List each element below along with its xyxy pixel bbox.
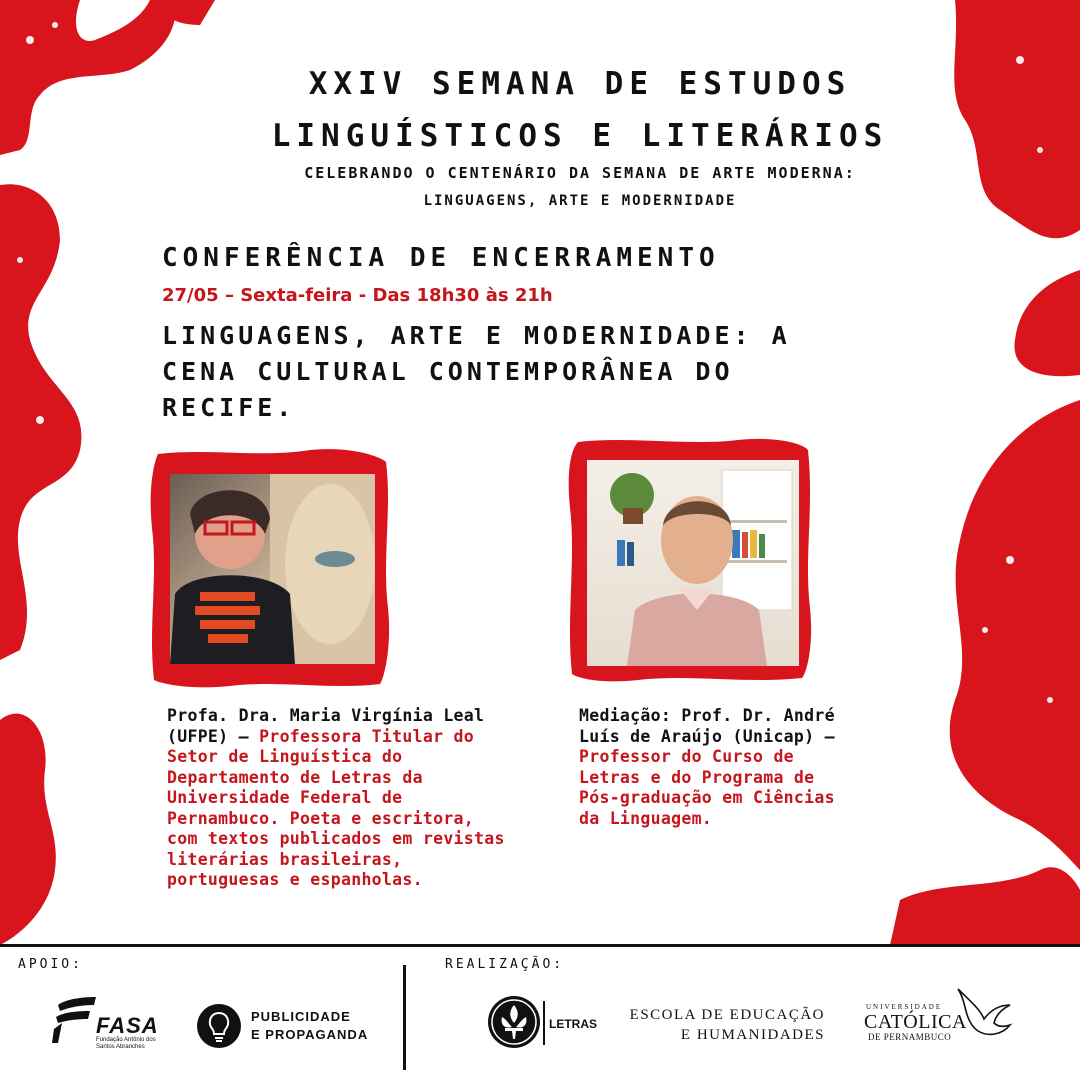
footer-divider bbox=[0, 944, 1080, 947]
talk-title: LINGUAGENS, ARTE E MODERNIDADE: A CENA CULTURAL CONTEMPORÂNEA DO RECIFE. bbox=[162, 321, 791, 422]
dove-icon bbox=[954, 983, 1014, 1043]
fasa-subtitle: Fundação Antônio dos Santos Abranches bbox=[96, 1037, 156, 1050]
unicap-top: UNIVERSIDADE bbox=[866, 1003, 943, 1011]
conference-heading: CONFERÊNCIA DE ENCERRAMENTO bbox=[162, 243, 720, 273]
fasa-logo bbox=[52, 995, 172, 1055]
fasa-name: FASA bbox=[96, 1013, 159, 1038]
event-subtitle-line2: LINGUAGENS, ARTE E MODERNIDADE bbox=[423, 193, 737, 209]
moderator-photo-frame bbox=[568, 438, 812, 682]
moderator-name: Mediação: Prof. Dr. André Luís de Araújo (Unicap) – bbox=[579, 706, 835, 746]
speaker-bio bbox=[167, 706, 507, 891]
pp-line2: E PROPAGANDA bbox=[251, 1027, 369, 1042]
fasa-mark-icon bbox=[52, 995, 98, 1043]
speaker-photo-frame bbox=[150, 448, 390, 688]
school-line1: ESCOLA DE EDUCAÇÃO bbox=[629, 1007, 825, 1023]
realization-label: REALIZAÇÃO: bbox=[445, 957, 565, 972]
publicidade-propaganda-logo bbox=[196, 1003, 376, 1051]
speaker-portrait-illustration bbox=[170, 474, 375, 664]
moderator-bio bbox=[579, 706, 859, 829]
unicap-logo bbox=[864, 983, 1064, 1045]
letras-divider bbox=[543, 1001, 545, 1045]
school-logo bbox=[620, 1005, 825, 1047]
support-label: APOIO: bbox=[18, 957, 83, 972]
event-title-line1: XXIV SEMANA DE ESTUDOS bbox=[308, 66, 852, 102]
moderator-photo bbox=[587, 460, 799, 666]
unicap-main: CATÓLICA bbox=[864, 1011, 967, 1033]
school-line2: E HUMANIDADES bbox=[680, 1027, 825, 1043]
event-datetime: 27/05 – Sexta-feira - Das 18h30 às 21h bbox=[162, 285, 553, 306]
speaker-photo bbox=[170, 474, 375, 664]
moderator-description: Professor do Curso de Letras e do Programa de Pós-graduação em Ciências da Linguagem. bbox=[579, 747, 835, 828]
event-title-line2: LINGUÍSTICOS E LITERÁRIOS bbox=[271, 118, 889, 154]
fleur-de-lis-icon bbox=[487, 995, 541, 1049]
speaker-description: Professora Titular do Setor de Linguística do Departamento de Letras da Universidade Federal de Pernambuco. Poeta e escritora, com textos publicados em revistas literárias brasileiras, portuguesas e espanholas. bbox=[167, 726, 505, 889]
unicap-bottom: DE PERNAMBUCO bbox=[868, 1032, 952, 1042]
speaker-name: Profa. Dra. Maria Virgínia Leal (UFPE) – bbox=[167, 706, 485, 746]
footer-vertical-divider bbox=[403, 965, 406, 1070]
moderator-portrait-illustration bbox=[587, 460, 799, 666]
letras-text: LETRAS bbox=[549, 1017, 597, 1031]
letras-logo bbox=[487, 995, 597, 1051]
pp-line1: PUBLICIDADE bbox=[251, 1009, 351, 1024]
event-subtitle-line1: CELEBRANDO O CENTENÁRIO DA SEMANA DE ARTE MODERNA: bbox=[304, 164, 856, 182]
lightbulb-icon bbox=[196, 1003, 242, 1049]
